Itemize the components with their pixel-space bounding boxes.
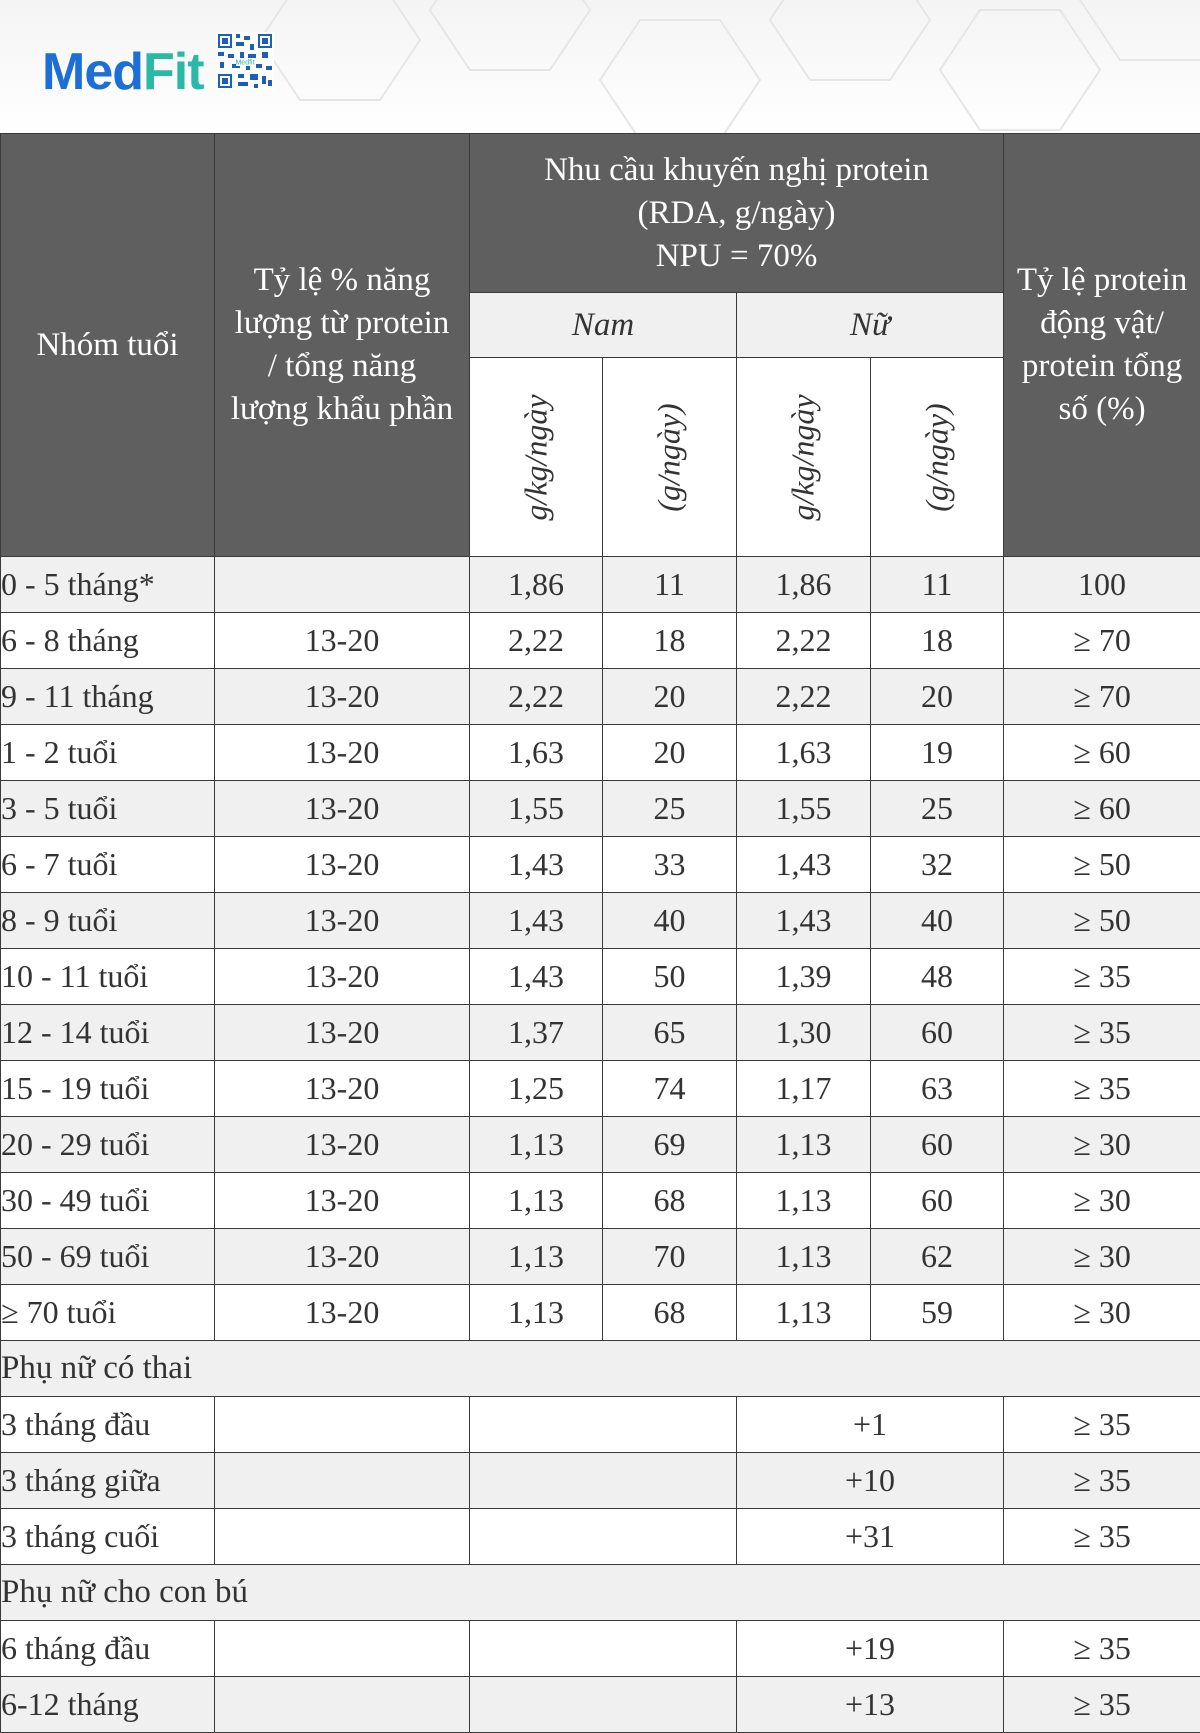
header-energy-ratio: Tỷ lệ % năng lượng từ protein / tổng năng lượng khẩu phần — [215, 134, 470, 557]
energy-ratio-cell — [215, 1677, 470, 1733]
age-group-cell: 30 - 49 tuổi — [1, 1173, 215, 1229]
female-gkg-cell: 1,17 — [737, 1061, 871, 1117]
energy-ratio-cell — [215, 1453, 470, 1509]
header-female: Nữ — [737, 293, 1004, 358]
age-group-cell: 3 tháng giữa — [1, 1453, 215, 1509]
male-cell — [470, 1677, 737, 1733]
animal-ratio-cell: ≥ 35 — [1004, 1677, 1200, 1733]
logo-fit-text: Fit — [143, 42, 204, 102]
age-group-cell: 12 - 14 tuổi — [1, 1005, 215, 1061]
female-g-cell: 62 — [871, 1229, 1004, 1285]
animal-ratio-cell: ≥ 60 — [1004, 781, 1200, 837]
male-gkg-cell: 1,25 — [470, 1061, 603, 1117]
male-gkg-cell: 1,13 — [470, 1285, 603, 1341]
male-g-cell: 20 — [603, 725, 737, 781]
header-rda-line1: Nhu cầu khuyến nghị protein — [470, 149, 1003, 192]
table-row — [1, 1397, 1200, 1453]
table-row — [1, 557, 1200, 613]
male-g-cell: 65 — [603, 1005, 737, 1061]
female-gkg-cell: 1,43 — [737, 893, 871, 949]
male-g-cell: 11 — [603, 557, 737, 613]
header-female-gkg — [737, 358, 871, 557]
female-gkg-cell: 1,86 — [737, 557, 871, 613]
male-g-cell: 69 — [603, 1117, 737, 1173]
animal-ratio-cell: ≥ 30 — [1004, 1117, 1200, 1173]
age-group-cell: 6 - 8 tháng — [1, 613, 215, 669]
protein-rda-table — [0, 133, 1200, 1733]
header-female-g — [871, 358, 1004, 557]
male-g-cell: 25 — [603, 781, 737, 837]
male-g-cell: 40 — [603, 893, 737, 949]
female-g-cell: 59 — [871, 1285, 1004, 1341]
male-gkg-cell: 1,13 — [470, 1117, 603, 1173]
male-cell — [470, 1509, 737, 1565]
section-title: Phụ nữ có thai — [1, 1341, 1200, 1397]
male-gkg-cell: 2,22 — [470, 613, 603, 669]
animal-ratio-cell: ≥ 70 — [1004, 669, 1200, 725]
energy-ratio-cell — [215, 1397, 470, 1453]
table-row — [1, 1621, 1200, 1677]
animal-ratio-cell: ≥ 50 — [1004, 893, 1200, 949]
animal-ratio-cell: ≥ 35 — [1004, 1397, 1200, 1453]
male-cell — [470, 1397, 737, 1453]
male-g-cell: 70 — [603, 1229, 737, 1285]
male-gkg-cell: 2,22 — [470, 669, 603, 725]
male-g-cell: 50 — [603, 949, 737, 1005]
animal-ratio-cell: ≥ 35 — [1004, 1453, 1200, 1509]
female-gkg-cell: 1,13 — [737, 1173, 871, 1229]
header-male-g — [603, 358, 737, 557]
table-row — [1, 893, 1200, 949]
male-gkg-cell: 1,43 — [470, 837, 603, 893]
age-group-cell: 15 - 19 tuổi — [1, 1061, 215, 1117]
female-additional-cell: +19 — [737, 1621, 1004, 1677]
female-g-cell: 60 — [871, 1173, 1004, 1229]
animal-ratio-cell: ≥ 30 — [1004, 1285, 1200, 1341]
table-row — [1, 949, 1200, 1005]
energy-ratio-cell: 13-20 — [215, 669, 470, 725]
energy-ratio-cell: 13-20 — [215, 613, 470, 669]
age-group-cell: 6 - 7 tuổi — [1, 837, 215, 893]
unit-g-label: (g/ngày) — [919, 403, 956, 511]
header-animal-ratio: Tỷ lệ protein động vật/ protein tổng số (%) — [1004, 134, 1200, 557]
table-row — [1, 1453, 1200, 1509]
male-g-cell: 18 — [603, 613, 737, 669]
female-gkg-cell: 1,30 — [737, 1005, 871, 1061]
female-gkg-cell: 1,13 — [737, 1117, 871, 1173]
female-g-cell: 11 — [871, 557, 1004, 613]
table-row — [1, 1229, 1200, 1285]
header-rda — [470, 134, 1004, 293]
animal-ratio-cell: ≥ 35 — [1004, 1509, 1200, 1565]
energy-ratio-cell: 13-20 — [215, 1005, 470, 1061]
energy-ratio-cell: 13-20 — [215, 1285, 470, 1341]
age-group-cell: ≥ 70 tuổi — [1, 1285, 215, 1341]
animal-ratio-cell: ≥ 35 — [1004, 1005, 1200, 1061]
energy-ratio-cell: 13-20 — [215, 1117, 470, 1173]
age-group-cell: 3 - 5 tuổi — [1, 781, 215, 837]
age-group-cell: 0 - 5 tháng* — [1, 557, 215, 613]
animal-ratio-cell: ≥ 35 — [1004, 1621, 1200, 1677]
male-gkg-cell: 1,63 — [470, 725, 603, 781]
age-group-cell: 3 tháng đầu — [1, 1397, 215, 1453]
female-gkg-cell: 2,22 — [737, 613, 871, 669]
female-g-cell: 19 — [871, 725, 1004, 781]
female-g-cell: 18 — [871, 613, 1004, 669]
age-group-cell: 10 - 11 tuổi — [1, 949, 215, 1005]
animal-ratio-cell: ≥ 30 — [1004, 1173, 1200, 1229]
female-gkg-cell: 1,13 — [737, 1285, 871, 1341]
male-cell — [470, 1621, 737, 1677]
table-row — [1, 1509, 1200, 1565]
section-row — [1, 1341, 1200, 1397]
unit-gkg-label: g/kg/ngày — [518, 394, 555, 520]
unit-gkg-label: g/kg/ngày — [785, 394, 822, 520]
female-g-cell: 60 — [871, 1117, 1004, 1173]
age-group-cell: 9 - 11 tháng — [1, 669, 215, 725]
female-g-cell: 60 — [871, 1005, 1004, 1061]
age-group-cell: 20 - 29 tuổi — [1, 1117, 215, 1173]
female-gkg-cell: 1,39 — [737, 949, 871, 1005]
energy-ratio-cell: 13-20 — [215, 1229, 470, 1285]
qr-center-label: Medfit — [235, 59, 254, 66]
female-gkg-cell: 1,55 — [737, 781, 871, 837]
animal-ratio-cell: ≥ 70 — [1004, 613, 1200, 669]
female-g-cell: 48 — [871, 949, 1004, 1005]
male-cell — [470, 1453, 737, 1509]
female-gkg-cell: 2,22 — [737, 669, 871, 725]
animal-ratio-cell: ≥ 35 — [1004, 949, 1200, 1005]
male-gkg-cell: 1,43 — [470, 949, 603, 1005]
table-row — [1, 1173, 1200, 1229]
header-age-group: Nhóm tuổi — [1, 134, 215, 557]
animal-ratio-cell: ≥ 60 — [1004, 725, 1200, 781]
female-g-cell: 40 — [871, 893, 1004, 949]
female-gkg-cell: 1,43 — [737, 837, 871, 893]
female-additional-cell: +10 — [737, 1453, 1004, 1509]
header-male: Nam — [470, 293, 737, 358]
age-group-cell: 6 tháng đầu — [1, 1621, 215, 1677]
unit-g-label: (g/ngày) — [651, 403, 688, 511]
male-g-cell: 68 — [603, 1173, 737, 1229]
energy-ratio-cell — [215, 1621, 470, 1677]
male-gkg-cell: 1,43 — [470, 893, 603, 949]
animal-ratio-cell: ≥ 50 — [1004, 837, 1200, 893]
section-row — [1, 1565, 1200, 1621]
table-body — [1, 557, 1200, 1733]
energy-ratio-cell: 13-20 — [215, 949, 470, 1005]
male-g-cell: 20 — [603, 669, 737, 725]
section-title: Phụ nữ cho con bú — [1, 1565, 1200, 1621]
female-additional-cell: +13 — [737, 1677, 1004, 1733]
animal-ratio-cell: ≥ 30 — [1004, 1229, 1200, 1285]
male-gkg-cell: 1,86 — [470, 557, 603, 613]
age-group-cell: 50 - 69 tuổi — [1, 1229, 215, 1285]
female-g-cell: 63 — [871, 1061, 1004, 1117]
female-g-cell: 20 — [871, 669, 1004, 725]
male-g-cell: 33 — [603, 837, 737, 893]
energy-ratio-cell: 13-20 — [215, 1061, 470, 1117]
male-gkg-cell: 1,37 — [470, 1005, 603, 1061]
table-row — [1, 837, 1200, 893]
table-row — [1, 1285, 1200, 1341]
energy-ratio-cell — [215, 1509, 470, 1565]
table-row — [1, 725, 1200, 781]
female-gkg-cell: 1,13 — [737, 1229, 871, 1285]
male-gkg-cell: 1,55 — [470, 781, 603, 837]
age-group-cell: 6-12 tháng — [1, 1677, 215, 1733]
table-row — [1, 781, 1200, 837]
table-row — [1, 1117, 1200, 1173]
header-rda-line2: (RDA, g/ngày) — [470, 192, 1003, 235]
male-gkg-cell: 1,13 — [470, 1173, 603, 1229]
header-male-gkg — [470, 358, 603, 557]
age-group-cell: 8 - 9 tuổi — [1, 893, 215, 949]
medfit-logo — [42, 42, 204, 102]
qr-code-icon — [216, 32, 274, 90]
male-g-cell: 68 — [603, 1285, 737, 1341]
female-gkg-cell: 1,63 — [737, 725, 871, 781]
age-group-cell: 1 - 2 tuổi — [1, 725, 215, 781]
table-row — [1, 669, 1200, 725]
energy-ratio-cell: 13-20 — [215, 837, 470, 893]
energy-ratio-cell: 13-20 — [215, 893, 470, 949]
male-g-cell: 74 — [603, 1061, 737, 1117]
table-row — [1, 1677, 1200, 1733]
energy-ratio-cell: 13-20 — [215, 725, 470, 781]
table-row — [1, 613, 1200, 669]
age-group-cell: 3 tháng cuối — [1, 1509, 215, 1565]
energy-ratio-cell — [215, 557, 470, 613]
table-row — [1, 1005, 1200, 1061]
table-row — [1, 1061, 1200, 1117]
energy-ratio-cell: 13-20 — [215, 1173, 470, 1229]
energy-ratio-cell: 13-20 — [215, 781, 470, 837]
female-additional-cell: +1 — [737, 1397, 1004, 1453]
logo-med-text: Med — [42, 42, 143, 102]
header-rda-line3: NPU = 70% — [470, 235, 1003, 278]
female-g-cell: 25 — [871, 781, 1004, 837]
header-banner — [0, 0, 1200, 133]
animal-ratio-cell: ≥ 35 — [1004, 1061, 1200, 1117]
animal-ratio-cell: 100 — [1004, 557, 1200, 613]
female-g-cell: 32 — [871, 837, 1004, 893]
male-gkg-cell: 1,13 — [470, 1229, 603, 1285]
female-additional-cell: +31 — [737, 1509, 1004, 1565]
